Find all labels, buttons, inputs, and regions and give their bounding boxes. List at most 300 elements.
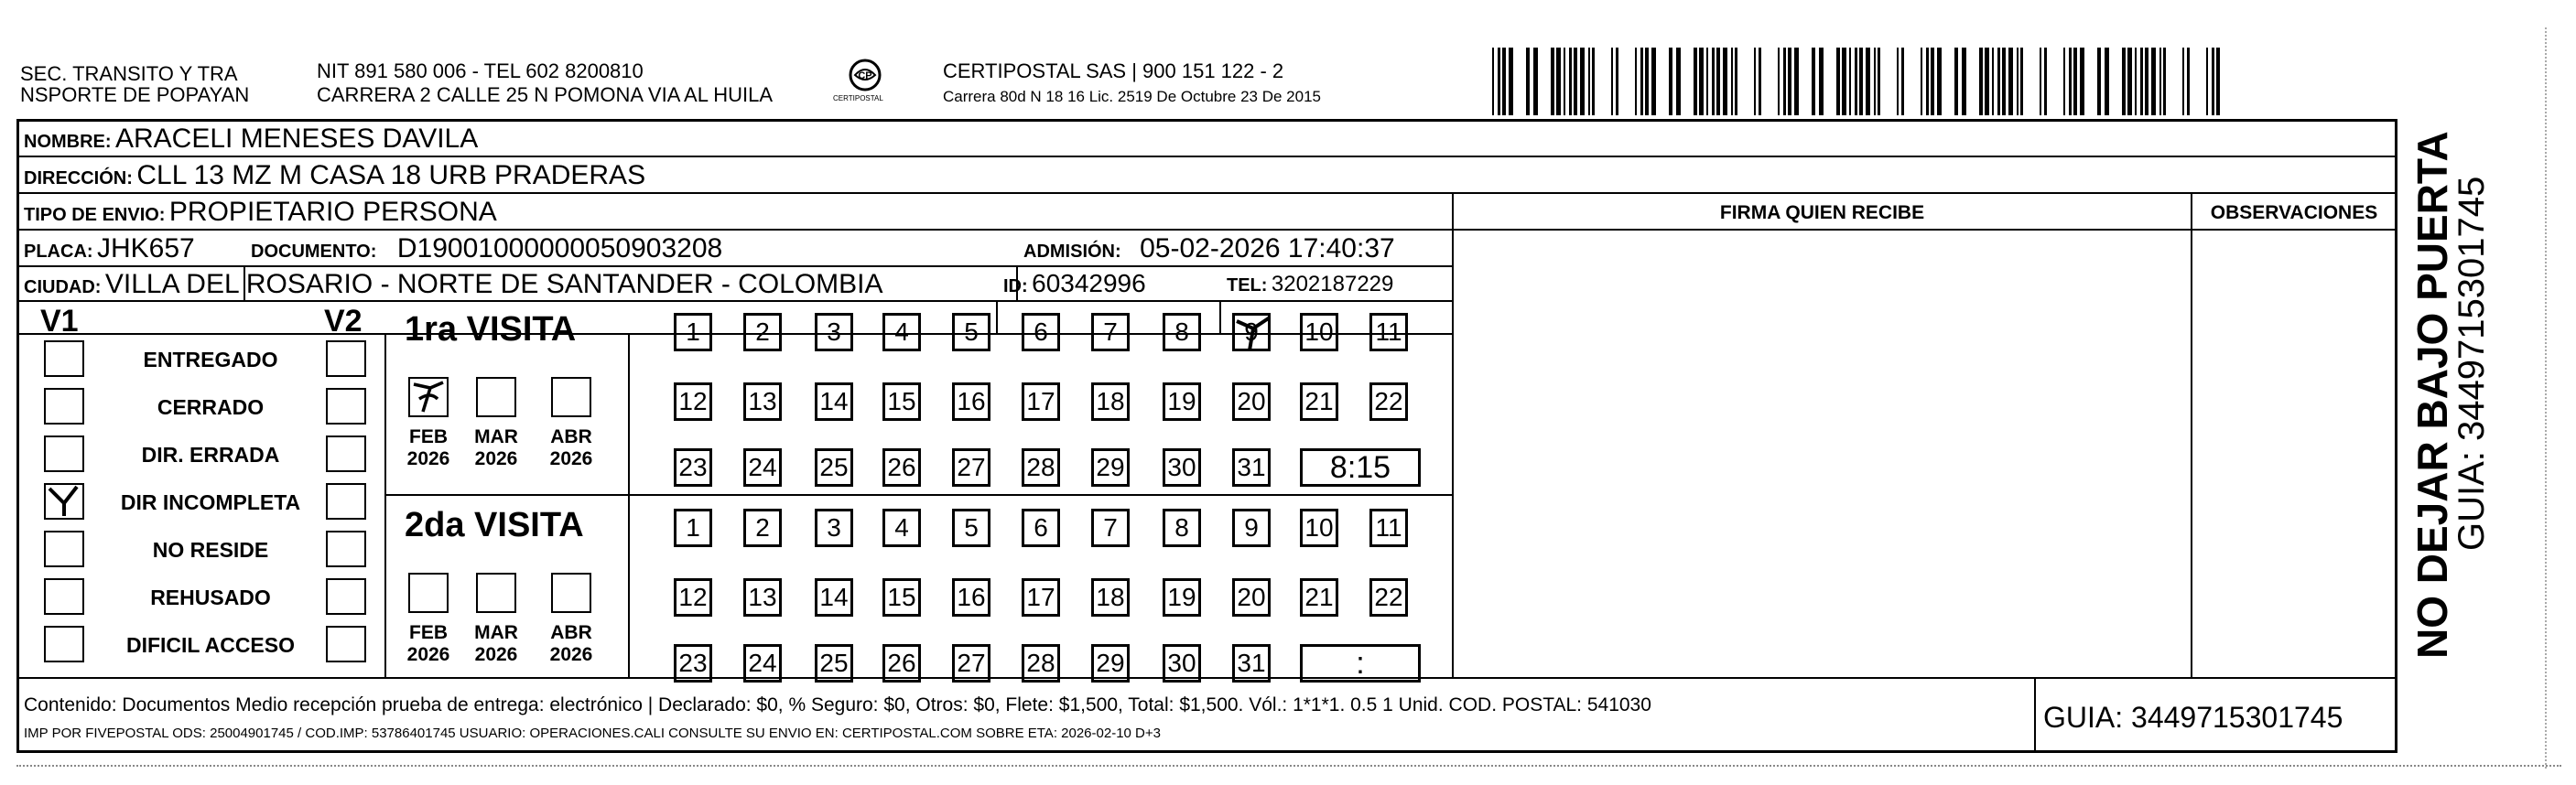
- v2-label: V2: [324, 304, 363, 339]
- time-box[interactable]: [1300, 448, 1421, 487]
- month-year: 2026: [549, 644, 593, 666]
- time-value: 8:15: [1329, 449, 1391, 485]
- month-checkbox-feb[interactable]: [408, 573, 449, 613]
- day-box[interactable]: [952, 644, 990, 683]
- day-number: 31: [1237, 649, 1266, 677]
- placa-label: PLACA:: [24, 242, 93, 262]
- day-box[interactable]: [882, 509, 921, 547]
- barcode-bar: [1694, 48, 1697, 115]
- barcode-bar: [2097, 48, 2101, 115]
- v2-checkbox[interactable]: [326, 626, 366, 662]
- barcode-bar: [1849, 48, 1851, 115]
- day-number: 1: [686, 513, 700, 542]
- barcode-bar: [1706, 48, 1708, 115]
- admision-value: 05-02-2026 17:40:37: [1140, 233, 1395, 263]
- day-box[interactable]: [1163, 509, 1201, 547]
- month-year: 2026: [406, 448, 450, 470]
- barcode-bar: [2182, 48, 2184, 115]
- day-number: 27: [957, 453, 986, 481]
- day-box[interactable]: [815, 448, 853, 487]
- month-label: [544, 622, 599, 666]
- day-number: 13: [748, 583, 777, 611]
- day-box[interactable]: [952, 448, 990, 487]
- barcode-bar: [2127, 48, 2132, 115]
- check-mark-icon: [46, 485, 82, 518]
- day-box[interactable]: [1369, 509, 1408, 547]
- barcode-graphic: [1490, 48, 2223, 115]
- barcode-bar: [1509, 48, 1513, 115]
- direccion-label: DIRECCIÓN:: [24, 168, 133, 188]
- sender-address: CARRERA 2 CALLE 25 N POMONA VIA AL HUILA: [317, 83, 774, 106]
- day-box[interactable]: [1091, 382, 1130, 421]
- day-number: 21: [1304, 583, 1334, 611]
- day-box[interactable]: [1232, 313, 1271, 351]
- barcode-bar: [1954, 48, 1958, 115]
- day-number: 19: [1167, 583, 1196, 611]
- day-number: 6: [1034, 317, 1048, 346]
- ciudad-row: [24, 271, 883, 298]
- barcode-bar: [1645, 48, 1649, 115]
- day-number: 9: [1244, 317, 1259, 346]
- month-label: [469, 426, 524, 470]
- barcode-bar: [1635, 48, 1637, 115]
- visit-divider: [384, 494, 1454, 496]
- admision-row: [1023, 235, 1395, 263]
- day-box[interactable]: [743, 509, 782, 547]
- day-box[interactable]: [1163, 644, 1201, 683]
- barcode-bar: [1794, 48, 1799, 115]
- barcode-bar: [1716, 48, 1720, 115]
- time-value: :: [1356, 645, 1365, 681]
- first-visit-title: 1ra VISITA: [405, 310, 577, 349]
- barcode-bar: [2040, 48, 2041, 115]
- day-number: 15: [887, 583, 916, 611]
- month-year: 2026: [406, 644, 450, 666]
- v1-label: V1: [40, 304, 79, 339]
- tel-label: TEL:: [1227, 275, 1268, 296]
- day-number: 29: [1096, 649, 1125, 677]
- day-number: 4: [894, 513, 909, 542]
- barcode-bar: [1569, 48, 1572, 115]
- reason-label: DIR INCOMPLETA: [120, 490, 301, 514]
- day-number: 3: [827, 317, 841, 346]
- day-box[interactable]: [1163, 578, 1201, 617]
- day-box[interactable]: [952, 509, 990, 547]
- month-year: 2026: [474, 448, 518, 470]
- reason-label: NO RESIDE: [152, 538, 269, 562]
- barcode-bar: [1897, 48, 1899, 115]
- day-box[interactable]: [882, 578, 921, 617]
- day-box[interactable]: [1369, 382, 1408, 421]
- col-line: [384, 333, 386, 677]
- barcode-bar: [1564, 48, 1565, 115]
- col-line: [996, 300, 998, 333]
- day-box[interactable]: [674, 313, 712, 351]
- month-checkbox-mar[interactable]: [476, 377, 516, 417]
- barcode-bar: [2145, 48, 2148, 115]
- tel-row: [1227, 274, 1393, 296]
- sender-line-2: NSPORTE DE POPAYAN: [20, 83, 250, 106]
- day-box[interactable]: [1300, 509, 1338, 547]
- firma-header: FIRMA QUIEN RECIBE: [1719, 202, 1925, 223]
- day-number: 10: [1304, 317, 1334, 346]
- footer-guia: GUIA: 3449715301745: [2043, 701, 2343, 734]
- day-box[interactable]: [1091, 578, 1130, 617]
- barcode-bar: [2002, 48, 2006, 115]
- month-checkbox-abr[interactable]: [551, 377, 591, 417]
- day-number: 30: [1167, 649, 1196, 677]
- day-box[interactable]: [1022, 578, 1060, 617]
- day-box[interactable]: [743, 448, 782, 487]
- month-name: FEB: [409, 426, 448, 447]
- v2-checkbox[interactable]: [326, 436, 366, 472]
- id-value: 60342996: [1032, 269, 1146, 297]
- day-number: 11: [1375, 317, 1402, 346]
- documento-row: [251, 235, 722, 263]
- no-dejar-warning: NO DEJAR BAJO PUERTA: [2408, 131, 2456, 659]
- imp-text: IMP POR FIVEPOSTAL ODS: 25004901745 / COD.IMP: 53786401745 USUARIO: OPERACIONES.CALI CONSULTE SU ENVIO EN: CERTIPOSTAL.COM SOBRE ETA: 2026-02-10 D+3: [24, 726, 1161, 741]
- ciudad-label: CIUDAD:: [24, 277, 102, 297]
- barcode-bar: [1616, 48, 1618, 115]
- day-box[interactable]: [1232, 644, 1271, 683]
- placa-row: [24, 235, 195, 263]
- day-box[interactable]: [882, 313, 921, 351]
- day-number: 19: [1167, 387, 1196, 415]
- day-box[interactable]: [1022, 644, 1060, 683]
- row-line: [1454, 229, 2397, 231]
- day-box[interactable]: [1369, 313, 1408, 351]
- barcode-bar: [1588, 48, 1590, 115]
- barcode-bar: [1640, 48, 1643, 115]
- day-number: 18: [1096, 583, 1125, 611]
- ciudad-value: VILLA DEL ROSARIO - NORTE DE SANTANDER - COLOMBIA: [104, 269, 883, 299]
- day-number: 6: [1034, 513, 1048, 542]
- barcode-bar: [1926, 48, 1929, 115]
- month-name: ABR: [550, 426, 592, 447]
- day-box[interactable]: [1022, 382, 1060, 421]
- row-line: [16, 156, 2397, 157]
- tipo-value: PROPIETARIO PERSONA: [168, 197, 497, 227]
- barcode-bar: [1931, 48, 1934, 115]
- day-number: 20: [1237, 387, 1266, 415]
- barcode-bar: [2163, 48, 2166, 115]
- barcode-bar: [2008, 48, 2013, 115]
- barcode-bar: [1778, 48, 1780, 115]
- barcode-bar: [1498, 48, 1500, 115]
- barcode-bar: [1676, 48, 1681, 115]
- barcode-bar: [2105, 48, 2109, 115]
- svg-text:CP: CP: [858, 70, 872, 81]
- barcode-bar: [1574, 48, 1577, 115]
- row-line: [16, 192, 2397, 194]
- barcode-bar: [2140, 48, 2143, 115]
- day-number: 17: [1026, 387, 1055, 415]
- reason-label: REHUSADO: [150, 586, 271, 609]
- barcode-bar: [1992, 48, 1994, 115]
- barcode-bar: [1754, 48, 1756, 115]
- barcode-bar: [1759, 48, 1761, 115]
- day-box[interactable]: [952, 382, 990, 421]
- day-number: 30: [1167, 453, 1196, 481]
- carrier-name: CERTIPOSTAL SAS | 900 151 122 - 2: [943, 59, 1284, 82]
- month-label: [469, 622, 524, 666]
- barcode-bar: [1723, 48, 1727, 115]
- day-number: 5: [964, 317, 979, 346]
- v1-checkbox[interactable]: [44, 483, 84, 520]
- logo-text: CERTIPOSTAL: [833, 94, 883, 102]
- v2-checkbox[interactable]: [326, 388, 366, 425]
- day-box[interactable]: [743, 382, 782, 421]
- placa-value: JHK657: [97, 233, 195, 263]
- day-number: 7: [1103, 317, 1118, 346]
- v1-checkbox[interactable]: [44, 626, 84, 662]
- tel-value: 3202187229: [1271, 272, 1394, 296]
- day-box[interactable]: [674, 448, 712, 487]
- day-box[interactable]: [815, 578, 853, 617]
- row-line: [16, 300, 1454, 302]
- day-box[interactable]: [674, 382, 712, 421]
- v2-checkbox[interactable]: [326, 483, 366, 520]
- day-number: 5: [964, 513, 979, 542]
- day-box[interactable]: [1232, 509, 1271, 547]
- barcode-bar: [1985, 48, 1989, 115]
- day-box[interactable]: [743, 313, 782, 351]
- day-number: 26: [887, 649, 916, 677]
- barcode: [1490, 48, 2223, 115]
- day-number: 2: [755, 513, 770, 542]
- day-number: 23: [678, 649, 708, 677]
- sender-nit: NIT 891 580 006 - TEL 602 8200810: [317, 59, 644, 82]
- barcode-bar: [2069, 48, 2072, 115]
- barcode-bar: [1874, 48, 1876, 115]
- day-box[interactable]: [1232, 382, 1271, 421]
- sender-line-1: SEC. TRANSITO Y TRA: [20, 62, 238, 85]
- day-number: 1: [686, 317, 700, 346]
- barcode-bar: [1921, 48, 1922, 115]
- day-number: 21: [1304, 387, 1334, 415]
- month-label: [401, 622, 456, 666]
- day-box[interactable]: [815, 644, 853, 683]
- day-box[interactable]: [882, 644, 921, 683]
- barcode-bar: [1580, 48, 1585, 115]
- barcode-bar: [1651, 48, 1656, 115]
- v1-checkbox[interactable]: [44, 436, 84, 472]
- barcode-bar: [2017, 48, 2019, 115]
- day-box[interactable]: [882, 448, 921, 487]
- day-number: 28: [1026, 649, 1055, 677]
- reason-label: DIR. ERRADA: [141, 443, 280, 467]
- barcode-bar: [2044, 48, 2047, 115]
- day-number: 17: [1026, 583, 1055, 611]
- day-box[interactable]: [1022, 313, 1060, 351]
- id-row: [1003, 271, 1146, 296]
- barcode-bar: [1901, 48, 1904, 115]
- carrier-license: Carrera 80d N 18 16 Lic. 2519 De Octubre 23 De 2015: [943, 88, 1321, 105]
- observaciones-header: OBSERVACIONES: [2210, 202, 2378, 223]
- v1-checkbox[interactable]: [44, 531, 84, 567]
- day-box[interactable]: [1300, 313, 1338, 351]
- barcode-bar: [2020, 48, 2023, 115]
- barcode-bar: [1556, 48, 1561, 115]
- col-line: [2396, 156, 2397, 677]
- barcode-bar: [1842, 48, 1846, 115]
- day-number: 7: [1103, 513, 1118, 542]
- day-number: 9: [1244, 513, 1259, 542]
- day-box[interactable]: [815, 509, 853, 547]
- second-visit-title: 2da VISITA: [405, 506, 584, 544]
- v2-checkbox[interactable]: [326, 531, 366, 567]
- admision-label: ADMISIÓN:: [1023, 242, 1121, 262]
- barcode-bar: [1526, 48, 1530, 115]
- barcode-bar: [1551, 48, 1554, 115]
- v1-checkbox[interactable]: [44, 388, 84, 425]
- day-box[interactable]: [1022, 509, 1060, 547]
- day-box[interactable]: [1369, 578, 1408, 617]
- day-number: 22: [1374, 387, 1403, 415]
- v1-checkbox[interactable]: [44, 578, 84, 615]
- day-box[interactable]: [952, 578, 990, 617]
- day-number: 18: [1096, 387, 1125, 415]
- check-mark-icon: [1235, 316, 1272, 352]
- barcode-bar: [1836, 48, 1840, 115]
- tipo-row: [24, 199, 497, 226]
- day-number: 16: [957, 387, 986, 415]
- reason-label: CERRADO: [157, 395, 265, 419]
- barcode-bar: [1997, 48, 2000, 115]
- day-box[interactable]: [674, 509, 712, 547]
- col-line: [2191, 192, 2192, 677]
- month-label: [544, 426, 599, 470]
- day-box[interactable]: [815, 313, 853, 351]
- day-box[interactable]: [1022, 448, 1060, 487]
- cut-line-vertical: [2545, 27, 2547, 769]
- time-box[interactable]: [1300, 644, 1421, 683]
- direccion-value: CLL 13 MZ M CASA 18 URB PRADERAS: [136, 160, 646, 190]
- documento-value: D19001000000050903208: [396, 233, 723, 263]
- barcode-bar: [2122, 48, 2126, 115]
- day-number: 22: [1374, 583, 1403, 611]
- v2-checkbox[interactable]: [326, 340, 366, 377]
- barcode-bar: [1962, 48, 1966, 115]
- barcode-bar: [1866, 48, 1870, 115]
- barcode-bar: [2159, 48, 2161, 115]
- day-box[interactable]: [743, 578, 782, 617]
- barcode-bar: [2206, 48, 2208, 115]
- col-line: [628, 333, 630, 677]
- barcode-bar: [1979, 48, 1983, 115]
- barcode-bar: [1669, 48, 1672, 115]
- tipo-label: TIPO DE ENVIO:: [24, 205, 166, 225]
- nombre-row: [24, 125, 478, 153]
- documento-label: DOCUMENTO:: [251, 242, 377, 262]
- day-number: 4: [894, 317, 909, 346]
- row-line: [16, 265, 1454, 267]
- day-box[interactable]: [1232, 578, 1271, 617]
- day-box[interactable]: [1232, 448, 1271, 487]
- day-box[interactable]: [1091, 509, 1130, 547]
- day-number: 8: [1174, 513, 1189, 542]
- day-number: 3: [827, 513, 841, 542]
- day-number: 14: [819, 387, 849, 415]
- month-checkbox-abr[interactable]: [551, 573, 591, 613]
- day-box[interactable]: [1300, 382, 1338, 421]
- month-checkbox-mar[interactable]: [476, 573, 516, 613]
- day-number: 26: [887, 453, 916, 481]
- barcode-bar: [2216, 48, 2220, 115]
- day-number: 12: [678, 387, 708, 415]
- day-number: 15: [887, 387, 916, 415]
- barcode-bar: [1937, 48, 1942, 115]
- reason-label: DIFICIL ACCESO: [125, 633, 295, 657]
- day-box[interactable]: [743, 644, 782, 683]
- barcode-bar: [2073, 48, 2077, 115]
- day-box[interactable]: [1163, 382, 1201, 421]
- month-name: ABR: [550, 622, 592, 643]
- day-number: 2: [755, 317, 770, 346]
- day-number: 31: [1237, 453, 1266, 481]
- day-box[interactable]: [882, 382, 921, 421]
- col-line: [2034, 677, 2036, 750]
- barcode-bar: [1855, 48, 1857, 115]
- side-guia: GUIA: 3449715301745: [2452, 176, 2492, 551]
- day-number: 28: [1026, 453, 1055, 481]
- cut-line: [16, 765, 2561, 767]
- day-number: 25: [819, 453, 849, 481]
- check-mark-icon: [410, 379, 447, 415]
- day-box[interactable]: [1091, 644, 1130, 683]
- direccion-row: [24, 162, 645, 189]
- barcode-bar: [1788, 48, 1791, 115]
- day-box[interactable]: [1163, 313, 1201, 351]
- contenido-text: Contenido: Documentos Medio recepción prueba de entrega: electrónico | Declarado: $0, % Seguro: $0, Otros: $0, Flete: $1,500, Total: $1,500. Vól.: 1*1*1. 0.5 1 Unid. COD. POSTAL: 541030: [24, 694, 1651, 715]
- id-label: ID:: [1003, 276, 1028, 296]
- day-box[interactable]: [1300, 578, 1338, 617]
- day-box[interactable]: [674, 644, 712, 683]
- barcode-bar: [1712, 48, 1715, 115]
- day-box[interactable]: [815, 382, 853, 421]
- month-name: MAR: [474, 622, 518, 643]
- month-year: 2026: [549, 448, 593, 470]
- barcode-bar: [2135, 48, 2137, 115]
- day-number: 11: [1375, 513, 1402, 542]
- day-number: 25: [819, 649, 849, 677]
- day-number: 12: [678, 583, 708, 611]
- day-number: 27: [957, 649, 986, 677]
- day-box[interactable]: [1091, 448, 1130, 487]
- day-box[interactable]: [952, 313, 990, 351]
- month-name: FEB: [409, 622, 448, 643]
- barcode-bar: [1592, 48, 1595, 115]
- row-line: [16, 677, 2397, 679]
- day-box[interactable]: [674, 578, 712, 617]
- day-number: 10: [1304, 513, 1334, 542]
- month-checkbox-feb[interactable]: [408, 377, 449, 417]
- barcode-bar: [2151, 48, 2156, 115]
- day-box[interactable]: [1091, 313, 1130, 351]
- barcode-bar: [1492, 48, 1494, 115]
- day-number: 20: [1237, 583, 1266, 611]
- barcode-bar: [2187, 48, 2190, 115]
- barcode-bar: [2080, 48, 2084, 115]
- barcode-bar: [1533, 48, 1538, 115]
- day-box[interactable]: [1163, 448, 1201, 487]
- v1-checkbox[interactable]: [44, 340, 84, 377]
- day-number: 16: [957, 583, 986, 611]
- nombre-label: NOMBRE:: [24, 132, 112, 152]
- barcode-bar: [1699, 48, 1704, 115]
- v2-checkbox[interactable]: [326, 578, 366, 615]
- month-name: MAR: [474, 426, 518, 447]
